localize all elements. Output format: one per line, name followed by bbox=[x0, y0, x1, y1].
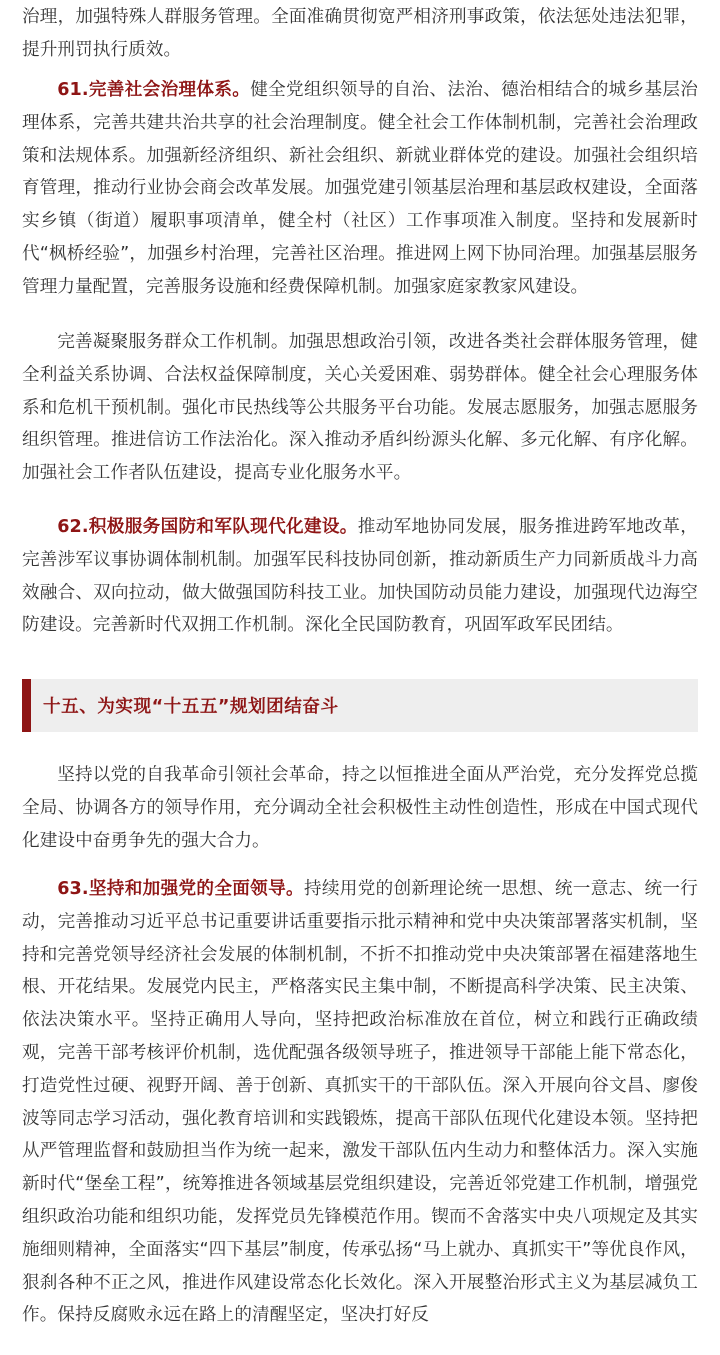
paragraph-continued bbox=[22, 1, 698, 67]
paragraph-62 bbox=[22, 511, 698, 642]
paragraph-text: 健全党组织领导的自治、法治、德治相结合的城乡基层治理体系，完善共建共治共享的社会治理制度。健全社会工作体制机制，完善社会治理政策和法规体系。加强新经济组织、新社会组织、新就业群体党的建设。加强社会组织培育管理，推动行业协会商会改革发展。加强党建引领基层治理和基层政权建设，全面落实乡镇（街道）履职事项清单，健全村（社区）工作事项准入制度。坚持和发展新时代“枫桥经验”，加强乡村治理，完善社区治理。推进网上网下协同治理。加强基层服务管理力量配置，完善服务设施和经费保障机制。加强家庭家教家风建设。 bbox=[22, 80, 698, 297]
paragraph-intro bbox=[22, 759, 698, 857]
paragraph-63 bbox=[22, 873, 698, 1332]
item-63-title: 63.坚持和加强党的全面领导。 bbox=[57, 879, 304, 899]
paragraph-61 bbox=[22, 74, 698, 304]
paragraph-text: 持续用党的创新理论统一思想、统一意志、统一行动，完善推动习近平总书记重要讲话重要指示批示精神和党中央决策部署落实机制，坚持和完善党领导经济社会发展的体制机制，不折不扣推动党中央决策部署在福建落地生根、开花结果。发展党内民主，严格落实民主集中制，不断提高科学决策、民主决策、依法决策水平。坚持正确用人导向，坚持把政治标准放在首位，树立和践行正确政绩观，完善干部考核评价机制，选优配强各级领导班子，推进领导干部能上能下常态化，打造党性过硬、视野开阔、善于创新、真抓实干的干部队伍。深入开展向谷文昌、廖俊波等同志学习活动，强化教育培训和实践锻炼，提高干部队伍现代化建设本领。坚持把从严管理监督和鼓励担当作为统一起来，激发干部队伍内生动力和整体活力。深入实施新时代“堡垒工程”，统筹推进各领域基层党组织建设，完善近邻党建工作机制，增强党组织政治功能和组织功能，发挥党员先锋模范作用。锲而不舍落实中央八项规定及其实施细则精神，全面落实“四下基层”制度，传承弘扬“马上就办、真抓实干”等优良作风，狠刹各种不正之风，推进作风建设常态化长效化。深入开展整治形式主义为基层减负工作。保持反腐败永远在路上的清醒坚定，坚决打好反 bbox=[22, 879, 699, 1326]
paragraph-text: 治理，加强特殊人群服务管理。全面准确贯彻宽严相济刑事政策，依法惩处违法犯罪，提升刑罚执行质效。 bbox=[22, 7, 698, 60]
item-61-title: 61.完善社会治理体系。 bbox=[57, 80, 251, 100]
paragraph-service bbox=[22, 326, 698, 490]
paragraph-text: 完善凝聚服务群众工作机制。加强思想政治引领，改进各类社会群体服务管理，健全利益关系协调、合法权益保障制度，关心关爱困难、弱势群体。健全社会心理服务体系和危机干预机制。强化市民热线等公共服务平台功能。发展志愿服务，加强志愿服务组织管理。推进信访工作法治化。深入推动矛盾纠纷源头化解、多元化解、有序化解。加强社会工作者队伍建设，提高专业化服务水平。 bbox=[22, 332, 698, 484]
section-heading-text: 十五、为实现“十五五”规划团结奋斗 bbox=[43, 697, 339, 717]
item-62-title: 62.积极服务国防和军队现代化建设。 bbox=[57, 517, 358, 537]
paragraph-text: 推动军地协同发展，服务推进跨军地改革，完善涉军议事协调体制机制。加强军民科技协同创新，推动新质生产力同新质战斗力高效融合、双向拉动，做大做强国防科技工业。加快国防动员能力建设，加强现代边海空防建设。完善新时代双拥工作机制。深化全民国防教育，巩固军政军民团结。 bbox=[22, 517, 699, 636]
paragraph-text: 坚持以党的自我革命引领社会革命，持之以恒推进全面从严治党，充分发挥党总揽全局、协调各方的领导作用，充分调动全社会积极性主动性创造性，形成在中国式现代化建设中奋勇争先的强大合力。 bbox=[22, 765, 698, 851]
section-heading bbox=[22, 679, 698, 732]
